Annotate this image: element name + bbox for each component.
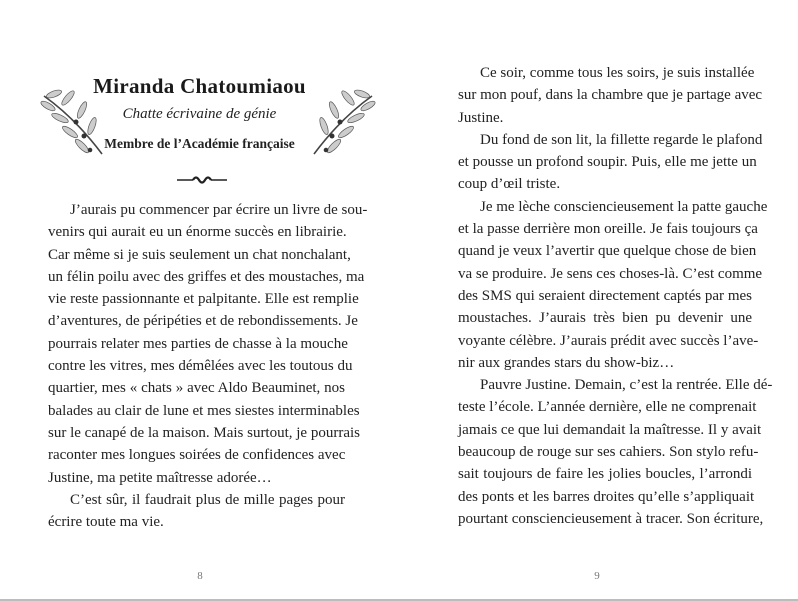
- left-body-text: [48, 199, 368, 533]
- text-line: et la passe derrière mon oreille. Je fais toujours ça: [458, 221, 758, 238]
- author-title: Miranda Chatoumiaou: [93, 74, 306, 98]
- text-line: pourrais relater mes parties de chasse à la mouche: [48, 335, 348, 352]
- text-line: voyante célèbre. J’aurais prédit avec succès l’ave-: [458, 332, 759, 349]
- author-subtitle: Chatte écrivaine de génie: [122, 106, 277, 122]
- text-line: Je me lèche consciencieusement la patte gauche: [480, 198, 768, 215]
- text-line: pourtant consciencieusement à tracer. Son écriture,: [458, 510, 764, 527]
- text-line: vie reste passionnante et palpitante. Elle est remplie: [48, 291, 359, 308]
- text-line: Ce soir, comme tous les soirs, je suis installée: [480, 65, 755, 81]
- text-line: coup d’œil triste.: [458, 176, 561, 193]
- text-line: sur mon pouf, dans la chambre que je partage avec: [458, 87, 763, 104]
- text-line: Justine, ma petite maîtresse adorée…: [48, 469, 272, 486]
- text-line: jamais ce que lui demandait la maîtresse. Il y avait: [458, 421, 762, 438]
- author-member-line: Membre de l’Académie française: [104, 136, 295, 151]
- ornament-divider-icon: [175, 174, 229, 186]
- text-line: beaucoup de rouge sur ses cahiers. Son stylo refu-: [458, 444, 759, 461]
- right-body-text: [458, 62, 773, 530]
- text-line: écrire toute ma vie.: [48, 514, 164, 531]
- text-line: Pauvre Justine. Demain, c’est la rentrée. Elle dé-: [480, 377, 773, 394]
- page-number: 9: [594, 570, 600, 582]
- text-line: moustaches. J’aurais très bien pu devenir une: [458, 310, 752, 327]
- text-line: venirs qui aurait eu un énorme succès en librairie.: [48, 224, 347, 241]
- text-line: balades au clair de lune et mes siestes interminables: [48, 402, 360, 419]
- text-line: et pousse un profond soupir. Puis, elle me jette un: [458, 154, 757, 171]
- text-line: C’est sûr, il faudrait plus de mille pages pour: [70, 491, 345, 508]
- text-line: contre les vitres, mes démêlées avec les toutous du: [48, 358, 353, 375]
- left-page: [0, 0, 399, 599]
- right-page: [399, 0, 798, 599]
- text-line: Du fond de son lit, la fillette regarde le plafond: [480, 131, 763, 148]
- text-line: d’aventures, de péripéties et de rebondissements. Je: [48, 313, 358, 330]
- text-line: J’aurais pu commencer par écrire un livre de sou-: [70, 202, 368, 218]
- text-line: sait toujours de faire les jolies boucles, l’arrondi: [458, 466, 752, 483]
- text-line: Car même si je suis seulement un chat nonchalant,: [48, 246, 351, 263]
- text-line: quand je veux l’avertir que quelque chose de bien: [458, 243, 757, 260]
- page-number: 8: [197, 570, 203, 582]
- text-line: sur le canapé de la maison. Mais surtout, je pourrais: [48, 424, 360, 441]
- text-line: raconter mes longues soirées de confidences avec: [48, 447, 346, 464]
- text-line: quartier, mes « chats » avec Aldo Beauminet, nos: [48, 380, 345, 397]
- text-line: va se produire. Je sens ces choses-là. C’est comme: [458, 265, 763, 282]
- text-line: teste l’école. L’année dernière, elle ne comprenait: [458, 399, 757, 416]
- text-line: des SMS qui seraient directement captés par mes: [458, 287, 752, 304]
- text-line: Justine.: [458, 109, 504, 126]
- text-line: nir aux grandes stars du show-biz…: [458, 354, 675, 371]
- text-line: des ponts et les barres droites qu’elle s’appliquait: [458, 488, 755, 505]
- text-line: un félin poilu avec des griffes et des moustaches, ma: [48, 268, 365, 285]
